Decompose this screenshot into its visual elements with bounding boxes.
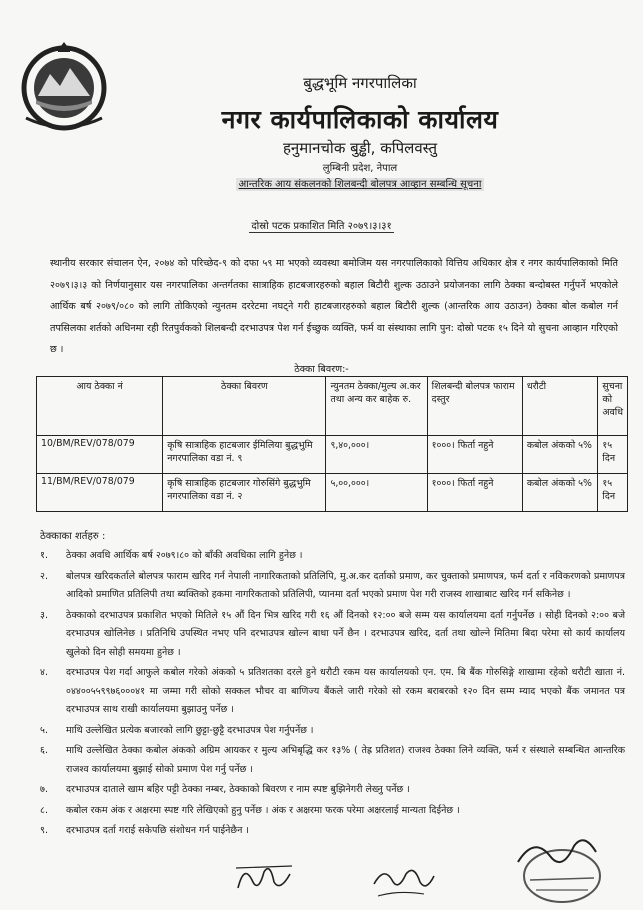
term-item [40,781,625,800]
term-number: ७. [40,784,48,795]
cell-form-fee: १०००। फिर्ता नहुने [427,436,522,474]
cell-description: कृषि सात्राहिक हाटबजार गोरुसिंगे बुद्धभुमि नगरपालिका वडा नं. २ [163,474,326,512]
term-text: दरभाउपत्र दाताले खाम बहिर पट्टी ठेक्का नम्बर, ठेक्काको बिवरण र नाम स्पष्ट बुझिनेगरी लेख्नु पर्नेछ । [66,784,410,795]
col-header-contract-no: आय ठेक्का नं [37,377,163,436]
term-number: ९. [40,825,48,836]
term-item [40,568,625,605]
term-item [40,802,625,821]
municipality-name: बुद्धभूमि नगरपालिका [303,74,417,92]
table-header-row [37,377,628,436]
term-number: १. [40,550,48,561]
table-row [37,436,628,474]
cell-description: कृषि सात्राहिक हाटबजार ईमिलिया बुद्धभुमि नगरपालिका वडा नं. ९ [163,436,326,474]
province-country: लुम्बिनी प्रदेश, नेपाल [322,163,398,174]
table-row [37,474,628,512]
cell-minimum-amount: ५,००,०००। [326,474,427,512]
terms-list [40,547,625,843]
publication-date [0,218,643,232]
cell-contract-no: 10/BM/REV/078/079 [37,436,163,474]
term-item [40,664,625,720]
term-number: ८. [40,804,48,816]
term-item [40,722,625,741]
term-number: ४. [40,667,48,678]
signature-2 [368,862,438,902]
municipality-emblem-logo [14,40,114,132]
term-number: ६. [40,745,48,756]
notice-title-text: आन्तरिक आय संकलनको शिलबन्दी बोलपत्र आव्हान सम्बन्धि सूचना [236,178,485,191]
term-text: माथि उल्लेखित प्रत्येक बजारको लागि छुट्टा-छुट्टै दरभाउपत्र पेश गर्नुपर्नेछ । [66,724,314,736]
col-header-description: ठेक्का बिवरण [163,377,326,436]
term-text: ठेक्का अवधि आर्थिक बर्ष २०७९।८० को बाँकी अवधिका लागि हुनेछ । [66,550,303,561]
office-title: नगर कार्यपालिकाको कार्यालय [221,105,499,134]
term-text: कबोल रकम अंक र अक्षरमा स्पष्ट गरि लेखिएको हुनु पर्नेछ । अंक र अक्षरमा फरक परेमा अक्षरलाई मान्यता दिईनेछ । [66,804,460,816]
cell-deposit: कबोल अंकको ५% [522,436,598,474]
col-header-minimum-amount: न्युनतम ठेक्का/मुल्य अ.कर तथा अन्य कर बाहेक रु. [326,377,427,436]
term-text: दरभाउपत्र पेश गर्दा आफुले कबोल गरेको अंकको ५ प्रतिशतका दरले हुने धरौटी रकम यस कार्यालयको एन. एम. बि बैंक गोरुसिङ्गे शाखामा रहेको धरौटी खाता नं. ०४४००५५९९७६०००४१ मा जम्मा गरी सोको सक्कल भौचर वा बाणिज्य बैंकले जारी गरेको सो रकम बराबरको १२० दिन सम्म म्याद भएको बैंक जमानत पत्र दरभाउपत्र साथ राखी कार्यालयमा बुझाउनु पर्नेछ । [66,667,625,715]
cell-form-fee: १०००। फिर्ता नहुने [427,474,522,512]
term-number: ३. [40,609,48,621]
cell-notice-period: १५ दिन [598,436,628,474]
cell-contract-no: 11/BM/REV/078/079 [37,474,163,512]
table-caption: ठेक्का बिवरण:- [294,364,349,375]
term-item [40,607,625,663]
term-item [40,547,625,566]
term-number: ५. [40,724,48,736]
term-text: दरभाउपत्र दर्ता गराई सकेपछि संशोधन गर्न पाईनेछैन । [66,825,249,836]
terms-heading: ठेक्काका शर्तहरु : [40,531,106,542]
signature-1 [230,858,300,902]
term-text: माथि उल्लेखित ठेक्का कबोल अंकको अग्रिम आयकर र मुल्य अभिबृद्धि कर १३% ( तेह्र प्रतिशत) राजश्व ठेक्का लिने व्यक्ति, फर्म र संस्थाले सम्बन्धित आन्तरिक राजश्व कार्यालयमा बुझाई सोको प्रमाण पेश गर्नु पर्नेछ । [66,745,625,775]
term-item [40,742,625,779]
col-header-form-fee: शिलबन्दी बोलपत्र फाराम दस्तुर [427,377,522,436]
notice-title [120,176,600,190]
term-text: बोलपत्र खरिदकर्ताले बोलपत्र फाराम खरिद गर्न नेपाली नागारिकताको प्रतिलिपि, मु.अ.कर दर्ताको प्रमाण, कर चुक्ताको प्रमाणपत्र, फर्म दर्ता र नविकरणको प्रमाणपत्र आदिको प्रमाणित प्रतिलिपी तथा ब्यक्तिको हकमा नागरिकताको प्रतिलिपी, प्यानमा दर्ता भएको प्रमाण पेश गरी राजस्व शाखाबाट खरिद गर्न सकिनेछ । [66,570,625,600]
tender-table [36,376,628,512]
official-stamp-and-signature [510,832,610,908]
cell-notice-period: १५ दिन [598,474,628,512]
col-header-deposit: धरौटी [522,377,598,436]
col-header-notice-period: सुचना को अवधि [598,377,628,436]
publication-date-text: दोस्रो पटक प्रकाशित मिति २०७९।३।३१ [251,221,392,232]
cell-deposit: कबोल अंकको ५% [522,474,598,512]
office-address: हनुमानचोक बुड्ढी, कपिलवस्तु [282,139,438,157]
intro-paragraph: स्थानीय सरकार संचालन ऐन, २०७४ को परिच्छेद-९ को दफा ५९ मा भएको व्यवस्था बमोजिम यस नगरपालिकाको वित्तिय अधिकार क्षेत्र र नगर कार्यपालिकाको मिति २०७९।३।३ को निर्णयानुसार यस नगरपालिका अन्तर्गतका सात्राहिक हाटबजारहरुको बहाल बिटौरी शुल्क उठाउने प्रयोजनका लागि ठेक्का बन्दोबस्त गर्नुपर्ने भएकोले आर्थिक बर्ष २०७९/०८० को लागि तोकिएको न्युनतम दररेटमा नघट्ने गरी हाटबजारहरुको बहाल बिटौरी शुल्क (आन्तरिक आय उठाउन) ठेक्का बोल कबोल गर्न तपसिलका शर्तको अधिनमा रही रितपुर्वकको शिलबन्दी दरभाउपत्र पेश गर्न ईच्छुक व्यक्ति, फर्म वा संस्थाका लागि पुन: दोस्रो पटक १५ दिने यो सुचना आव्हान गरिएको छ । [50,258,618,355]
cell-minimum-amount: ९,४०,०००। [326,436,427,474]
term-number: २. [40,570,48,582]
term-text: ठेक्काको दरभाउपत्र प्रकाशित भएको मितिले १५ औं दिन भित्र खरिद गरी १६ औं दिनको १२:०० बजे सम्म यस कार्यालयमा दर्ता गर्नुपर्नेछ । सोही दिनको २:०० बजे दरभाउपत्र खोलिनेछ । प्रतिनिधि उपस्थित नभए पनि दरभाउपत्र खोल्न बाधा पर्ने छैन । दरभाउपत्र खरिद, दर्ता तथा खोल्ने मितिमा बिदा परेमा सो कार्य कार्यालय खुलेको दिन सोही समयमा हुनेछ । [66,609,625,658]
